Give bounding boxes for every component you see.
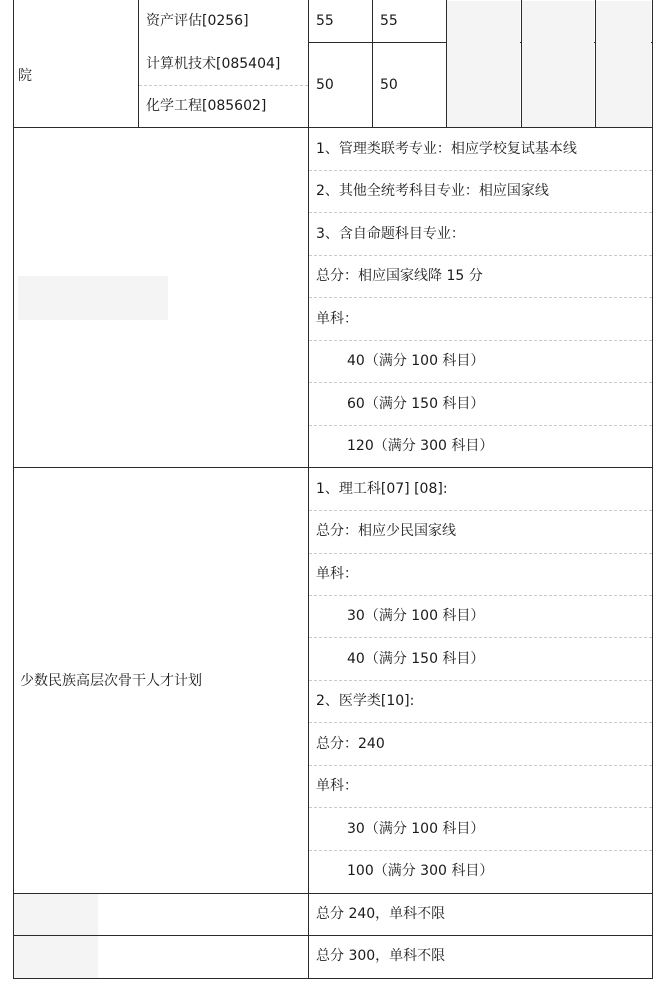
rule-line: 总分：240	[316, 736, 385, 752]
major-name: 化学工程[085602]	[146, 98, 267, 114]
total-score: 55	[316, 13, 334, 29]
row-divider	[309, 382, 652, 383]
row-border	[13, 978, 653, 979]
row-divider	[309, 255, 652, 256]
college-name-fragment: 院	[18, 68, 32, 84]
row-divider	[309, 297, 652, 298]
row-border	[13, 893, 653, 894]
row-divider	[309, 765, 652, 766]
rule-line: 单科：	[316, 778, 358, 794]
rule-line: 2、医学类[10]:	[316, 693, 415, 709]
row-divider	[309, 850, 652, 851]
row-divider	[309, 170, 652, 171]
rule-line: 1、理工科[07] [08]:	[316, 481, 448, 497]
rule-line: 2、其他全统考科目专业：相应国家线	[316, 183, 549, 199]
rule-line: 30（满分 100 科目）	[347, 821, 485, 837]
row-divider	[309, 595, 652, 596]
rule-line: 30（满分 100 科目）	[347, 608, 485, 624]
rule-line: 1、管理类联考专业：相应学校复试基本线	[316, 141, 577, 157]
column-border	[372, 0, 373, 128]
rule-line: 总分：相应国家线降 15 分	[316, 268, 483, 284]
major-name: 资产评估[0256]	[146, 13, 249, 29]
program-label: 少数民族高层次骨干人才计划	[20, 673, 202, 689]
rule-line: 100（满分 300 科目）	[347, 863, 494, 879]
row-divider	[309, 680, 652, 681]
major-name: 计算机技术[085404]	[146, 56, 281, 72]
column-border	[13, 0, 14, 979]
row-border	[13, 935, 653, 936]
rule-line: 总分：相应少民国家线	[316, 523, 456, 539]
redacted-label	[18, 276, 168, 320]
rule-line: 单科：	[316, 311, 358, 327]
rule-line: 总分 300，单科不限	[316, 948, 446, 964]
rule-line: 总分 240，单科不限	[316, 906, 446, 922]
row-divider	[139, 85, 308, 86]
column-border	[308, 0, 309, 979]
rule-line: 60（满分 150 科目）	[347, 396, 485, 412]
row-divider	[309, 212, 652, 213]
row-divider	[309, 553, 652, 554]
rule-line: 40（满分 150 科目）	[347, 651, 485, 667]
single-score: 50	[380, 77, 398, 93]
row-divider	[309, 425, 652, 426]
rule-line: 3、含自命题科目专业：	[316, 226, 465, 242]
redacted-cell	[522, 1, 594, 127]
redacted-label	[14, 894, 98, 935]
row-divider	[309, 510, 652, 511]
redacted-cell	[596, 1, 651, 127]
row-border	[13, 467, 653, 468]
rule-line: 单科：	[316, 566, 358, 582]
single-score: 55	[380, 13, 398, 29]
redacted-label	[14, 936, 98, 978]
row-border	[13, 127, 653, 128]
redacted-cell	[447, 1, 520, 127]
row-divider	[309, 340, 652, 341]
row-divider	[309, 807, 652, 808]
column-border	[138, 0, 139, 128]
total-score: 50	[316, 77, 334, 93]
row-divider	[309, 637, 652, 638]
column-border	[652, 0, 653, 979]
rule-line: 40（满分 100 科目）	[347, 353, 485, 369]
rule-line: 120（满分 300 科目）	[347, 438, 494, 454]
row-divider	[309, 722, 652, 723]
